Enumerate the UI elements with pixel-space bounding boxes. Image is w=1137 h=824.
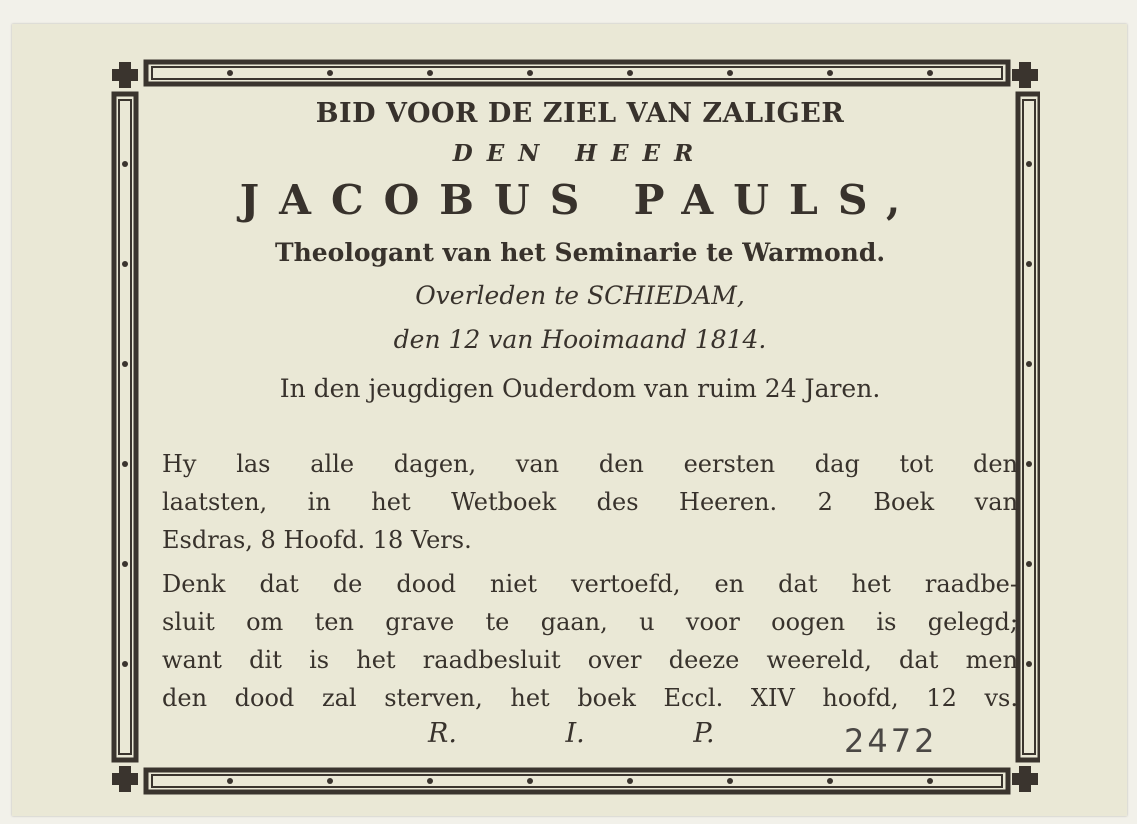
initials xyxy=(428,718,815,749)
death-date: den 12 van Hooimaand 1814. xyxy=(393,325,767,354)
initial-i: I. xyxy=(565,718,585,749)
death-place: Overleden te SCHIEDAM, xyxy=(415,281,745,310)
verse1-line: Hy las alle dagen, van den eersten dag tot den xyxy=(162,450,1018,478)
verse1-line: laatsten, in het Wetboek des Heeren. 2 Boek van xyxy=(162,488,1018,516)
verse2-line: want dit is het raadbesluit over deeze weereld, dat men xyxy=(162,646,1018,674)
verse1-line: Esdras, 8 Hoofd. 18 Vers. xyxy=(162,526,472,554)
verse2-line: Denk dat de dood niet vertoefd, en dat het raadbe- xyxy=(162,570,1018,598)
title-line: Theologant van het Seminarie te Warmond. xyxy=(274,238,886,267)
deceased-name: JACOBUS PAULS, xyxy=(239,176,921,224)
inventory-number: 2472 xyxy=(844,722,938,760)
verse2-line: sluit om ten grave te gaan, u voor oogen is gelegd; xyxy=(162,608,1018,636)
initial-p: P. xyxy=(693,718,715,749)
age-line: In den jeugdigen Ouderdom van ruim 24 Jaren. xyxy=(279,374,881,403)
verse2-line: den dood zal sterven, het boek Eccl. XIV hoofd, 12 vs. xyxy=(162,684,1018,712)
subheading: DEN HEER xyxy=(452,140,708,167)
initial-r: R. xyxy=(428,718,457,749)
heading: BID VOOR DE ZIEL VAN ZALIGER xyxy=(315,98,845,129)
